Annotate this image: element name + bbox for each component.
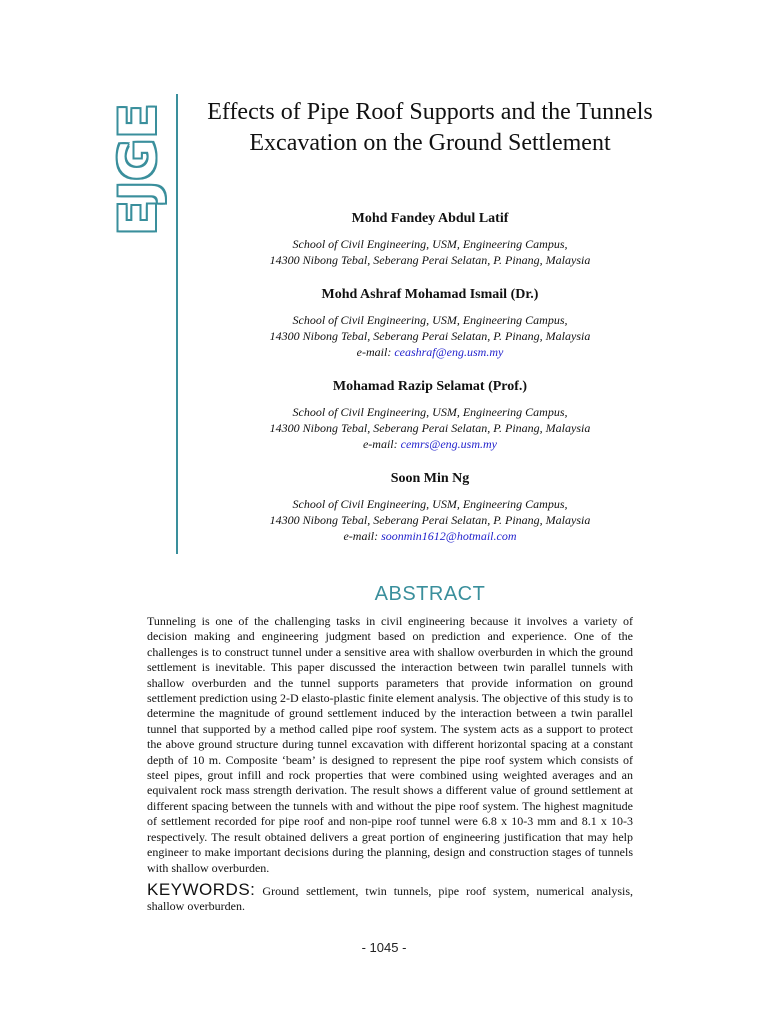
- email-link[interactable]: soonmin1612@hotmail.com: [381, 529, 517, 543]
- keywords-block: [147, 882, 633, 915]
- author-block: [200, 286, 660, 360]
- authors-block: [200, 210, 660, 562]
- journal-logo-text: EJGE: [109, 103, 167, 235]
- email-link[interactable]: ceashraf@eng.usm.my: [394, 345, 504, 359]
- affiliation-line: 14300 Nibong Tebal, Seberang Perai Selatan, P. Pinang, Malaysia: [269, 329, 591, 343]
- affiliation-line: School of Civil Engineering, USM, Engineering Campus,: [292, 313, 568, 327]
- affiliation-line: 14300 Nibong Tebal, Seberang Perai Selatan, P. Pinang, Malaysia: [269, 513, 591, 527]
- keywords-text: Ground settlement, twin tunnels, pipe roof system, numerical analysis, shallow overburden.: [147, 884, 633, 914]
- affiliation-line: School of Civil Engineering, USM, Engineering Campus,: [292, 237, 568, 251]
- keywords-label: KEYWORDS:: [147, 880, 256, 899]
- email-line: [200, 436, 660, 452]
- affiliation-line: 14300 Nibong Tebal, Seberang Perai Selatan, P. Pinang, Malaysia: [269, 421, 591, 435]
- journal-logo: [109, 98, 167, 240]
- email-link[interactable]: cemrs@eng.usm.my: [400, 437, 497, 451]
- paper-title: Effects of Pipe Roof Supports and the Tunnels Excavation on the Ground Settlement: [207, 99, 653, 156]
- abstract-body: Tunneling is one of the challenging tasks in civil engineering because it involves a variety of decision making and engineering judgment based on prediction and experience. One of the challenges is to construct tunnel under a sensitive area with shallow overburden in which the ground settlement is inevitable. This paper discussed the interaction between twin parallel tunnels with shallow overburden and the tunnel supports parameters that provide information on ground settlement prediction using 2-D elasto-plastic finite element analysis. The objective of this study is to determine the magnitude of ground settlement induced by the interaction between a twin parallel tunnel that supported by a method called pipe roof system. The system acts as a support to protect the above ground structure during tunnel excavation with different horizontal spacing at a constant depth of 10 m. Composite ‘beam’ is designed to represent the pipe roof system which consists of steel pipes, grout infill and rock properties that were combined using weighted averages and an equivalent rock mass strength derivation. The result shows a different value of ground settlement at different spacing between the tunnels with and without the pipe roof system. The highest magnitude of settlement recorded for pipe roof and non-pipe roof tunnel were 6.8 x 10-3 mm and 8.1 x 10-3 respectively. The result obtained delivers a great portion of engineering justification that may help engineer to make important decisions during the planning, design and construction stages of tunnels with shallow overburden.: [147, 614, 634, 875]
- author-block: [200, 210, 660, 268]
- affiliation-line: School of Civil Engineering, USM, Engineering Campus,: [292, 405, 568, 419]
- email-line: [200, 344, 660, 360]
- author-name: Mohd Fandey Abdul Latif: [351, 211, 509, 226]
- vertical-rule: [176, 94, 178, 554]
- page-number: - 1045 -: [361, 940, 407, 955]
- email-label: e-mail:: [362, 437, 401, 451]
- email-label: e-mail:: [343, 529, 382, 543]
- abstract-heading: ABSTRACT: [374, 583, 486, 605]
- affiliation-line: School of Civil Engineering, USM, Engineering Campus,: [292, 497, 568, 511]
- email-line: [200, 528, 660, 544]
- author-name: Mohamad Razip Selamat (Prof.): [332, 379, 528, 394]
- author-name: Soon Min Ng: [390, 471, 470, 486]
- email-label: e-mail:: [356, 345, 395, 359]
- author-block: [200, 470, 660, 544]
- author-block: [200, 378, 660, 452]
- author-name: Mohd Ashraf Mohamad Ismail (Dr.): [321, 287, 539, 302]
- affiliation-line: 14300 Nibong Tebal, Seberang Perai Selatan, P. Pinang, Malaysia: [269, 253, 591, 267]
